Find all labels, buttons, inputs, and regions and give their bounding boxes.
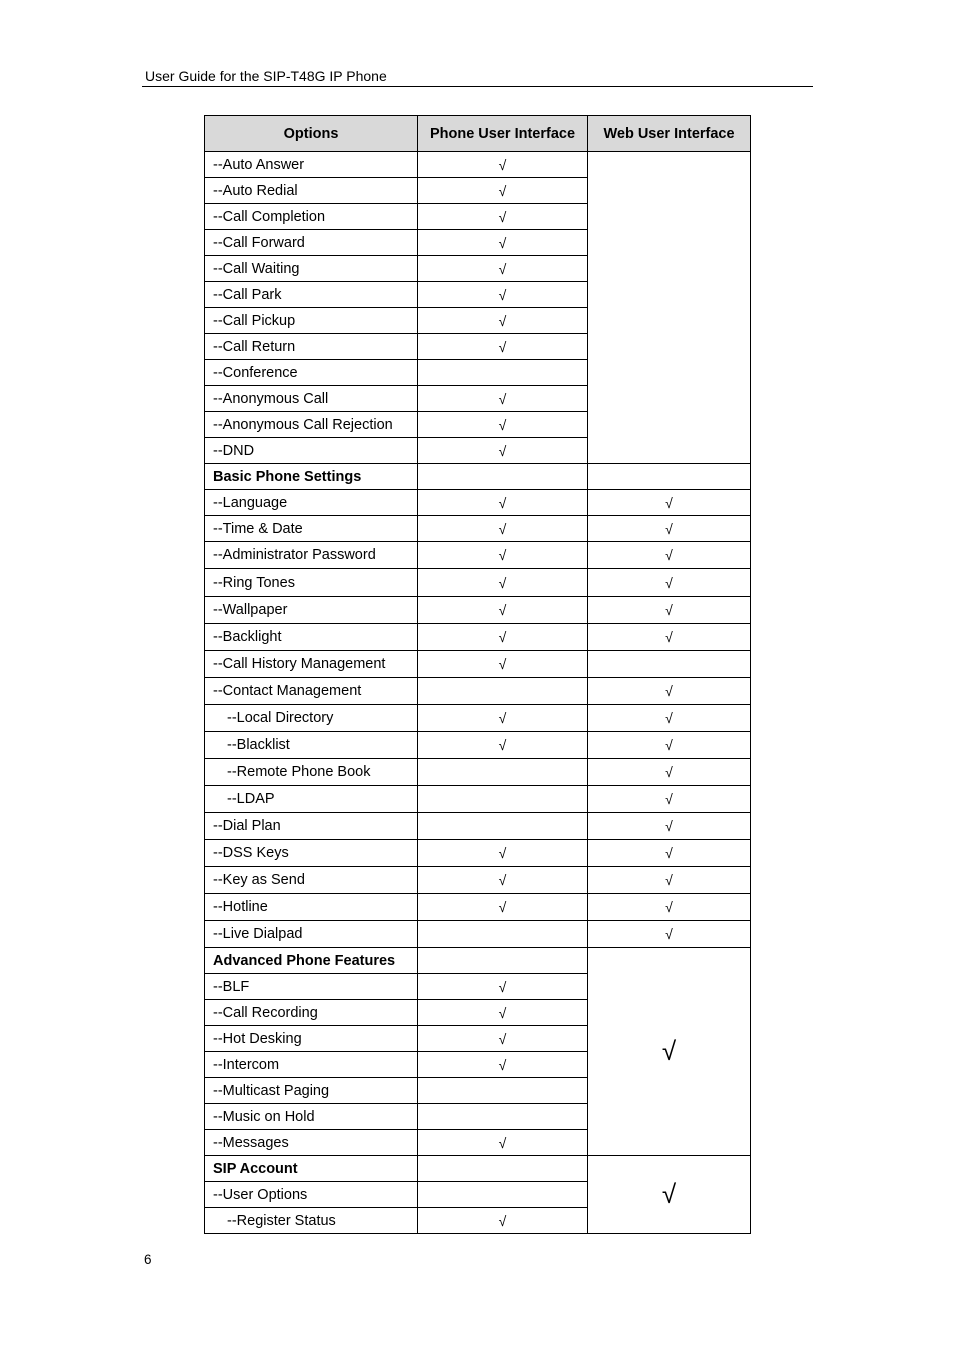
phone-ui-cell: √ [418,230,588,256]
option-cell: --Intercom [205,1052,418,1078]
option-cell: --Live Dialpad [205,921,418,948]
web-ui-cell: √ [588,867,751,894]
web-ui-cell: √ [588,921,751,948]
table-row [205,948,751,974]
header-title: User Guide for the SIP-T48G IP Phone [145,68,387,84]
web-ui-cell: √ [588,840,751,867]
web-ui-cell [588,464,751,490]
table-row [205,516,751,542]
table-row [205,624,751,651]
option-cell: --Key as Send [205,867,418,894]
option-cell: --Call Completion [205,204,418,230]
option-cell: --Local Directory [205,705,418,732]
web-ui-cell: √ [588,624,751,651]
table-row [205,569,751,597]
web-ui-cell: √ [588,948,751,1156]
phone-ui-cell [418,1104,588,1130]
column-header-options: Options [205,116,418,152]
phone-ui-cell: √ [418,178,588,204]
phone-ui-cell [418,948,588,974]
option-cell: --Call Forward [205,230,418,256]
phone-ui-cell [418,1182,588,1208]
option-cell: --DND [205,438,418,464]
web-ui-cell: √ [588,813,751,840]
phone-ui-cell [418,759,588,786]
option-cell: --Ring Tones [205,569,418,597]
phone-ui-cell: √ [418,840,588,867]
table-row [205,490,751,516]
option-cell: --Music on Hold [205,1104,418,1130]
phone-ui-cell: √ [418,152,588,178]
phone-ui-cell [418,1078,588,1104]
phone-ui-cell: √ [418,490,588,516]
table-row [205,597,751,624]
web-ui-cell: √ [588,490,751,516]
table-row [205,813,751,840]
option-cell: --Dial Plan [205,813,418,840]
table-row [205,651,751,678]
table-row [205,678,751,705]
option-cell: --Anonymous Call Rejection [205,412,418,438]
page-number: 6 [144,1252,152,1267]
table-header-row [205,116,751,152]
option-cell: --Multicast Paging [205,1078,418,1104]
web-ui-cell [588,651,751,678]
table-row [205,732,751,759]
option-cell: --Call Waiting [205,256,418,282]
phone-ui-cell: √ [418,1000,588,1026]
option-cell: --Anonymous Call [205,386,418,412]
phone-ui-cell: √ [418,438,588,464]
phone-ui-cell: √ [418,894,588,921]
table-row [205,867,751,894]
phone-ui-cell [418,813,588,840]
option-cell: --Auto Answer [205,152,418,178]
phone-ui-cell: √ [418,705,588,732]
web-ui-cell: √ [588,1156,751,1234]
option-cell: --BLF [205,974,418,1000]
table-row [205,1156,751,1182]
table-row [205,894,751,921]
option-cell: --Call Recording [205,1000,418,1026]
column-header-phone-ui: Phone User Interface [418,116,588,152]
option-cell: --Conference [205,360,418,386]
option-cell: --Messages [205,1130,418,1156]
table-row [205,759,751,786]
option-cell: --Hot Desking [205,1026,418,1052]
page-header [142,66,813,87]
table-row [205,840,751,867]
option-cell: --LDAP [205,786,418,813]
phone-ui-cell [418,921,588,948]
phone-ui-cell: √ [418,651,588,678]
option-cell: --Auto Redial [205,178,418,204]
phone-ui-cell: √ [418,1208,588,1234]
phone-ui-cell: √ [418,569,588,597]
phone-ui-cell: √ [418,308,588,334]
phone-ui-cell: √ [418,597,588,624]
phone-ui-cell: √ [418,1130,588,1156]
option-cell: --Call Park [205,282,418,308]
web-ui-cell: √ [588,597,751,624]
table-row [205,921,751,948]
feature-table [204,115,751,1234]
phone-ui-cell: √ [418,1026,588,1052]
column-header-web-ui: Web User Interface [588,116,751,152]
phone-ui-cell: √ [418,412,588,438]
option-cell: --Wallpaper [205,597,418,624]
web-ui-cell: √ [588,678,751,705]
phone-ui-cell: √ [418,974,588,1000]
option-cell: --User Options [205,1182,418,1208]
phone-ui-cell: √ [418,334,588,360]
option-cell: --Administrator Password [205,542,418,569]
phone-ui-cell [418,678,588,705]
option-cell: --Contact Management [205,678,418,705]
table-row [205,705,751,732]
table-row [205,152,751,178]
web-ui-cell: √ [588,705,751,732]
phone-ui-cell: √ [418,867,588,894]
web-ui-cell: √ [588,894,751,921]
table-row [205,786,751,813]
option-cell: --Time & Date [205,516,418,542]
phone-ui-cell: √ [418,204,588,230]
phone-ui-cell: √ [418,1052,588,1078]
table-body [205,152,751,1234]
option-cell: --Call Pickup [205,308,418,334]
option-cell: --Call History Management [205,651,418,678]
option-cell: --Call Return [205,334,418,360]
phone-ui-cell: √ [418,732,588,759]
option-cell: --Register Status [205,1208,418,1234]
web-ui-cell [588,152,751,464]
phone-ui-cell: √ [418,256,588,282]
phone-ui-cell: √ [418,516,588,542]
phone-ui-cell [418,786,588,813]
web-ui-cell: √ [588,542,751,569]
section-heading-cell: SIP Account [205,1156,418,1182]
phone-ui-cell [418,1156,588,1182]
web-ui-cell: √ [588,786,751,813]
web-ui-cell: √ [588,569,751,597]
phone-ui-cell: √ [418,386,588,412]
phone-ui-cell: √ [418,542,588,569]
option-cell: --Blacklist [205,732,418,759]
web-ui-cell: √ [588,759,751,786]
option-cell: --DSS Keys [205,840,418,867]
web-ui-cell: √ [588,732,751,759]
phone-ui-cell: √ [418,282,588,308]
phone-ui-cell [418,464,588,490]
table-row [205,464,751,490]
option-cell: --Hotline [205,894,418,921]
section-heading-cell: Advanced Phone Features [205,948,418,974]
phone-ui-cell: √ [418,624,588,651]
table-row [205,542,751,569]
section-heading-cell: Basic Phone Settings [205,464,418,490]
phone-ui-cell [418,360,588,386]
option-cell: --Remote Phone Book [205,759,418,786]
web-ui-cell: √ [588,516,751,542]
option-cell: --Language [205,490,418,516]
option-cell: --Backlight [205,624,418,651]
